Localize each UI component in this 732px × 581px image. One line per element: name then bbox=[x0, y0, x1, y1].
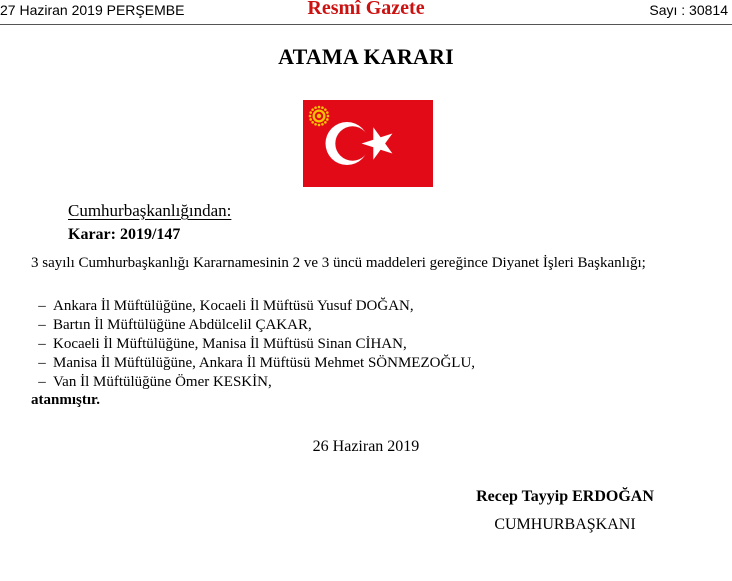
emblem-ray bbox=[326, 118, 329, 121]
bullet-dash: – bbox=[38, 355, 46, 371]
emblem-ray bbox=[309, 115, 312, 118]
turkish-flag-icon bbox=[303, 100, 433, 187]
appointment-list bbox=[31, 297, 475, 392]
gazette-title: Resmî Gazete bbox=[307, 0, 425, 19]
appointment-text: Van İl Müftülüğüne Ömer KESKİN, bbox=[53, 374, 272, 390]
document-title: ATAMA KARARI bbox=[278, 44, 454, 69]
emblem-ray bbox=[318, 124, 321, 127]
bullet-dash: – bbox=[38, 374, 46, 390]
signer-title: CUMHURBAŞKANI bbox=[494, 516, 636, 533]
emblem-ray bbox=[321, 123, 324, 126]
bullet-dash: – bbox=[38, 317, 46, 333]
emblem-ray bbox=[327, 115, 330, 118]
list-item bbox=[31, 373, 475, 392]
emblem-ray bbox=[309, 118, 312, 121]
signature-date: 26 Haziran 2019 bbox=[312, 438, 420, 455]
emblem-ray bbox=[324, 108, 327, 111]
bullet-dash: – bbox=[38, 336, 46, 352]
issuer-line: Cumhurbaşkanlığından: bbox=[68, 201, 232, 220]
emblem-ray bbox=[309, 111, 312, 114]
issue-number: Sayı : 30814 bbox=[649, 2, 728, 18]
emblem-ray bbox=[326, 111, 329, 114]
header-divider bbox=[0, 24, 732, 25]
emblem-ray bbox=[311, 108, 314, 111]
list-item bbox=[31, 354, 475, 373]
publication-date: 27 Haziran 2019 PERŞEMBE bbox=[0, 2, 185, 18]
emblem-ray bbox=[314, 106, 317, 109]
signer-name: Recep Tayyip ERDOĞAN bbox=[476, 488, 654, 505]
decision-number: Karar: 2019/147 bbox=[68, 226, 181, 243]
list-item bbox=[31, 297, 475, 316]
emblem-ray bbox=[318, 106, 321, 109]
intro-paragraph: 3 sayılı Cumhurbaşkanlığı Kararnamesinin 2 ve 3 üncü maddeleri gereğince Diyanet İşleri Başkanlığı; bbox=[31, 255, 646, 271]
emblem-ray bbox=[314, 123, 317, 126]
list-item bbox=[31, 316, 475, 335]
emblem-ray bbox=[311, 121, 314, 124]
list-item bbox=[31, 335, 475, 354]
appointment-text: Ankara İl Müftülüğüne, Kocaeli İl Müftüsü Yusuf DOĞAN, bbox=[53, 298, 414, 314]
gazette-header bbox=[0, 0, 732, 26]
emblem-ray bbox=[324, 121, 327, 124]
bullet-dash: – bbox=[38, 298, 46, 314]
appointment-text: Kocaeli İl Müftülüğüne, Manisa İl Müftüsü Sinan CİHAN, bbox=[53, 336, 407, 352]
emblem-ray bbox=[321, 106, 324, 109]
appointment-text: Manisa İl Müftülüğüne, Ankara İl Müftüsü Mehmet SÖNMEZOĞLU, bbox=[53, 355, 476, 371]
closing-word: atanmıştır. bbox=[31, 392, 101, 408]
appointment-text: Bartın İl Müftülüğüne Abdülcelil ÇAKAR, bbox=[53, 317, 312, 333]
